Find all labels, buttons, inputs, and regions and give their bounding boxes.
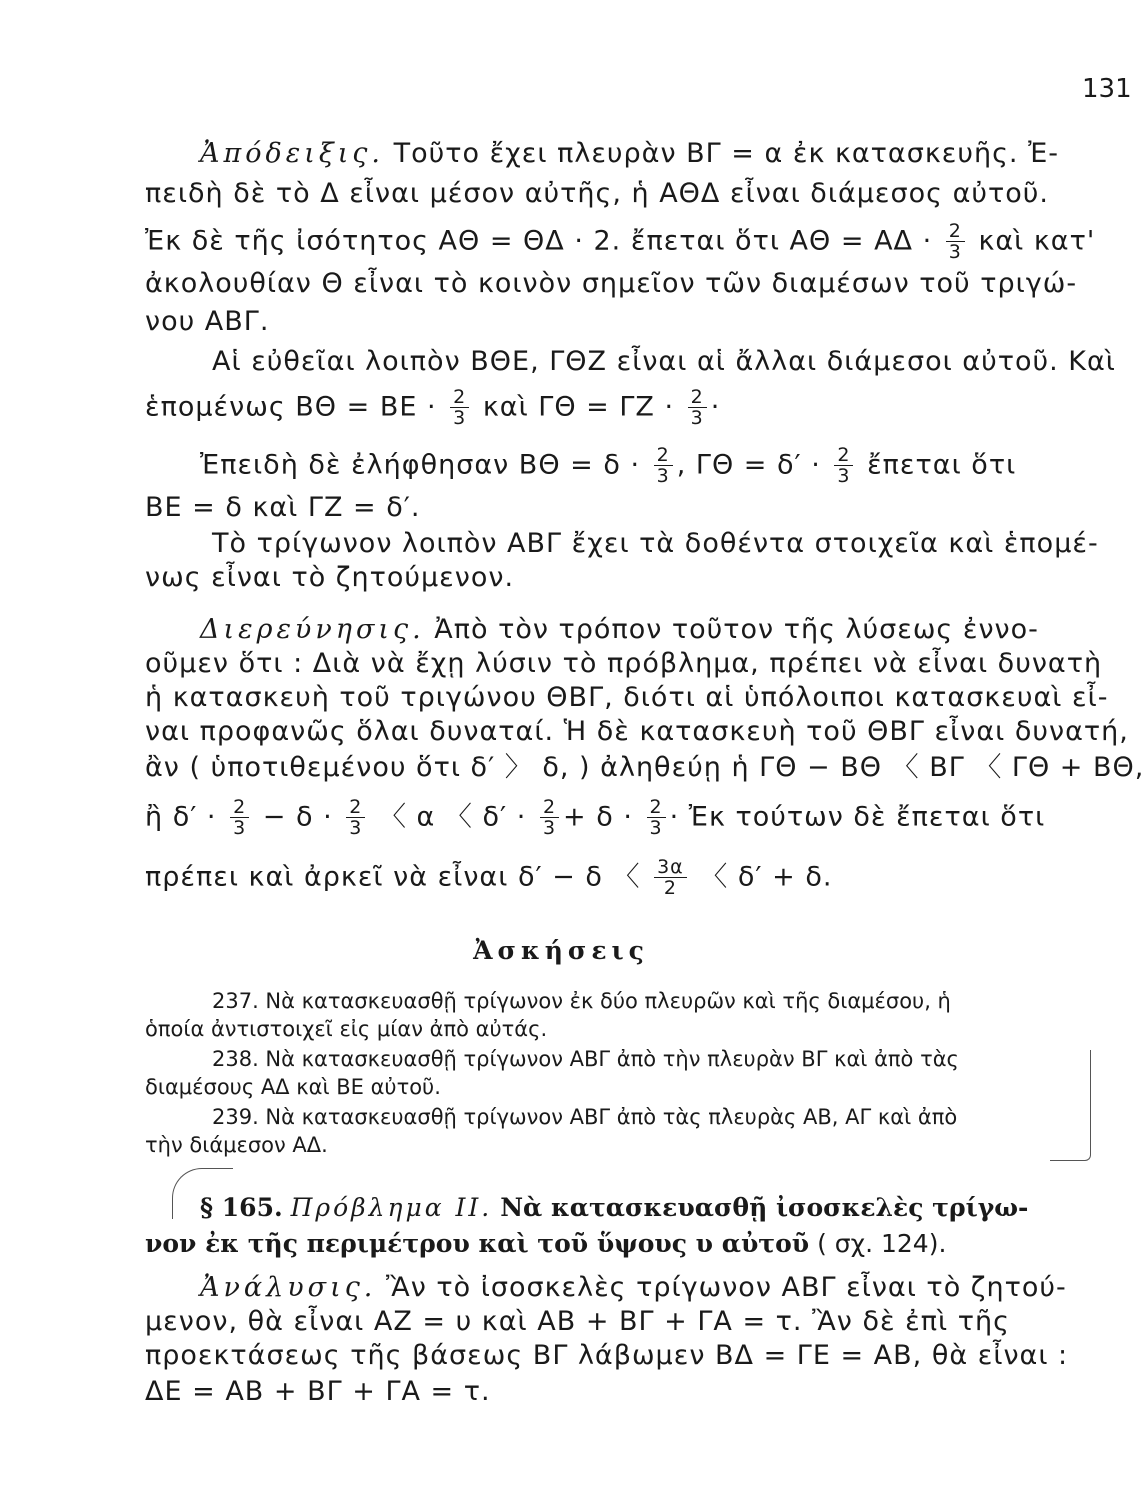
fraction-two-thirds: $\frac{2}{3}$ [540, 798, 559, 838]
proof-line-10: Τὸ τρίγωνον λοιπὸν ΑΒΓ ἔχει τὰ δοθέντα στοιχεῖα καὶ ἑπομέ- [212, 528, 1099, 559]
proof-text-7c: · [710, 391, 721, 423]
proof-text-8b: , ΓΘ = δ′ · [676, 449, 821, 481]
proof-line-7 [145, 388, 720, 428]
proof-line-8 [200, 446, 1016, 486]
exercise-237-line-1: 237. Νὰ κατασκευασθῇ τρίγωνον ἐκ δύο πλευρῶν καὶ τῆς διαμέσου, ἡ [212, 989, 951, 1013]
discussion-text-7b: 〈 δ′ + δ. [700, 861, 833, 893]
proof-text-1: Τοῦτο ἔχει πλευρὰν ΒΓ = α ἐκ κατασκευῆς. Ἐ- [393, 138, 1060, 169]
exercise-238-line-2: διαμέσους ΑΔ καὶ ΒΕ αὐτοῦ. [145, 1075, 441, 1099]
discussion-line-4: ναι προφανῶς ὅλαι δυναταί. Ἡ δὲ κατασκευὴ τοῦ ΘΒΓ εἶναι δυνατή, [145, 716, 1129, 747]
margin-pencil-mark [1050, 1050, 1091, 1161]
proof-line-1 [200, 136, 1059, 172]
discussion-line-5: ἂν ( ὑποτιθεμένου ὅτι δ′ 〉 δ, ) ἀληθεύῃ ἡ ΓΘ − ΒΘ 〈 ΒΓ 〈 ΓΘ + ΒΘ, [145, 752, 1144, 783]
problem-label: Πρόβλημα II. [290, 1193, 493, 1222]
proof-text-8a: Ἐπειδὴ δὲ ἐλήφθησαν ΒΘ = δ · [200, 449, 641, 481]
proof-line-6: Αἱ εὐθεῖαι λοιπὸν ΒΘΕ, ΓΘΖ εἶναι αἱ ἄλλαι διάμεσοι αὐτοῦ. Καὶ [212, 346, 1116, 377]
fraction-two-thirds: $\frac{2}{3}$ [834, 446, 853, 486]
figure-reference: ( σχ. 124). [817, 1229, 947, 1258]
proof-line-3 [145, 222, 1095, 262]
discussion-line-3: ἡ κατασκευὴ τοῦ τριγώνου ΘΒΓ, διότι αἱ ὑπόλοιποι κατασκευαὶ εἶ- [145, 682, 1109, 713]
discussion-label: Διερεύνησις. [200, 614, 425, 645]
analysis-text-1: Ἂν τὸ ἰσοσκελὲς τρίγωνον ΑΒΓ εἶναι τὸ ζητού- [386, 1272, 1067, 1303]
proof-label: Ἀπόδειξις. [200, 138, 384, 169]
discussion-text-6b: − δ · [262, 801, 333, 833]
exercises-heading: Ἀσκήσεις [473, 936, 649, 965]
problem-line-2 [145, 1226, 946, 1262]
problem-title-1: Νὰ κατασκευασθῇ ἰσοσκελὲς τρίγω- [500, 1193, 1029, 1222]
analysis-line-4: ΔΕ = ΑΒ + ΒΓ + ΓΑ = τ. [145, 1376, 491, 1407]
proof-line-5: νου ΑΒΓ. [145, 306, 270, 337]
fraction-two-thirds: $\frac{2}{3}$ [230, 798, 249, 838]
proof-line-2: πειδὴ δὲ τὸ Δ εἶναι μέσον αὐτῆς, ἡ ΑΘΔ εἶναι διάμεσος αὐτοῦ. [145, 178, 1049, 209]
analysis-label: Ἀνάλυσις. [200, 1272, 377, 1303]
analysis-line-3: προεκτάσεως τῆς βάσεως ΒΓ λάβωμεν ΒΔ = ΓΕ = ΑΒ, θὰ εἶναι : [145, 1340, 1069, 1371]
discussion-text-6d: + δ · [563, 801, 633, 833]
proof-text-7b: καὶ ΓΘ = ΓΖ · [482, 391, 675, 423]
section-number: § 165. [200, 1193, 283, 1222]
proof-line-9: ΒΕ = δ καὶ ΓΖ = δ′. [145, 492, 421, 523]
fraction-two-thirds: $\frac{2}{3}$ [654, 446, 673, 486]
discussion-text-6c: 〈 α 〈 δ′ · [378, 801, 527, 833]
proof-text-7a: ἑπομένως ΒΘ = ΒΕ · [145, 391, 437, 423]
problem-line-1 [200, 1190, 1028, 1226]
analysis-line-2: μενον, θὰ εἶναι ΑΖ = υ καὶ ΑΒ + ΒΓ + ΓΑ = τ. Ἂν δὲ ἐπὶ τῆς [145, 1306, 1010, 1337]
discussion-text-1: Ἀπὸ τὸν τρόπον τοῦτον τῆς λύσεως ἐννο- [434, 614, 1039, 645]
proof-text-3a: Ἐκ δὲ τῆς ἰσότητος ΑΘ = ΘΔ · 2. ἔπεται ὅτι ΑΘ = ΑΔ · [145, 225, 933, 257]
fraction-two-thirds: $\frac{2}{3}$ [688, 388, 707, 428]
fraction-two-thirds: $\frac{2}{3}$ [450, 388, 469, 428]
proof-text-8c: ἔπεται ὅτι [867, 449, 1017, 481]
exercise-239-line-1: 239. Νὰ κατασκευασθῇ τρίγωνον ΑΒΓ ἀπὸ τὰς πλευρὰς ΑΒ, ΑΓ καὶ ἀπὸ [212, 1105, 958, 1129]
problem-title-2: νον ἐκ τῆς περιμέτρου καὶ τοῦ ὕψους υ αὐτοῦ [145, 1229, 810, 1258]
discussion-line-1 [200, 612, 1039, 648]
discussion-line-7 [145, 858, 832, 898]
fraction-three-alpha-over-two: $\frac{3\alpha}{2}$ [654, 858, 687, 898]
exercise-237-line-2: ὁποία ἀντιστοιχεῖ εἰς μίαν ἀπὸ αὐτάς. [145, 1017, 548, 1041]
exercise-239-line-2: τὴν διάμεσον ΑΔ. [145, 1133, 328, 1157]
proof-line-4: ἀκολουθίαν Θ εἶναι τὸ κοινὸν σημεῖον τῶν διαμέσων τοῦ τριγώ- [145, 268, 1078, 299]
fraction-two-thirds: $\frac{2}{3}$ [946, 222, 965, 262]
exercise-238-line-1: 238. Νὰ κατασκευασθῇ τρίγωνον ΑΒΓ ἀπὸ τὴν πλευρὰν ΒΓ καὶ ἀπὸ τὰς [212, 1047, 959, 1071]
page-number: 131 [1082, 74, 1132, 104]
fraction-two-thirds: $\frac{2}{3}$ [647, 798, 666, 838]
analysis-line-1 [200, 1270, 1067, 1306]
discussion-line-2: οῦμεν ὅτι : Διὰ νὰ ἔχῃ λύσιν τὸ πρόβλημα, πρέπει νὰ εἶναι δυνατὴ [145, 648, 1103, 679]
proof-text-3b: καὶ κατ' [978, 225, 1096, 257]
fraction-two-thirds: $\frac{2}{3}$ [346, 798, 365, 838]
discussion-text-7a: πρέπει καὶ ἀρκεῖ νὰ εἶναι δ′ − δ 〈 [145, 861, 641, 893]
discussion-text-6a: ἢ δ′ · [145, 801, 217, 833]
proof-line-11: νως εἶναι τὸ ζητούμενον. [145, 562, 515, 593]
discussion-text-6e: · Ἐκ τούτων δὲ ἔπεται ὅτι [669, 801, 1046, 833]
discussion-line-6 [145, 798, 1045, 838]
